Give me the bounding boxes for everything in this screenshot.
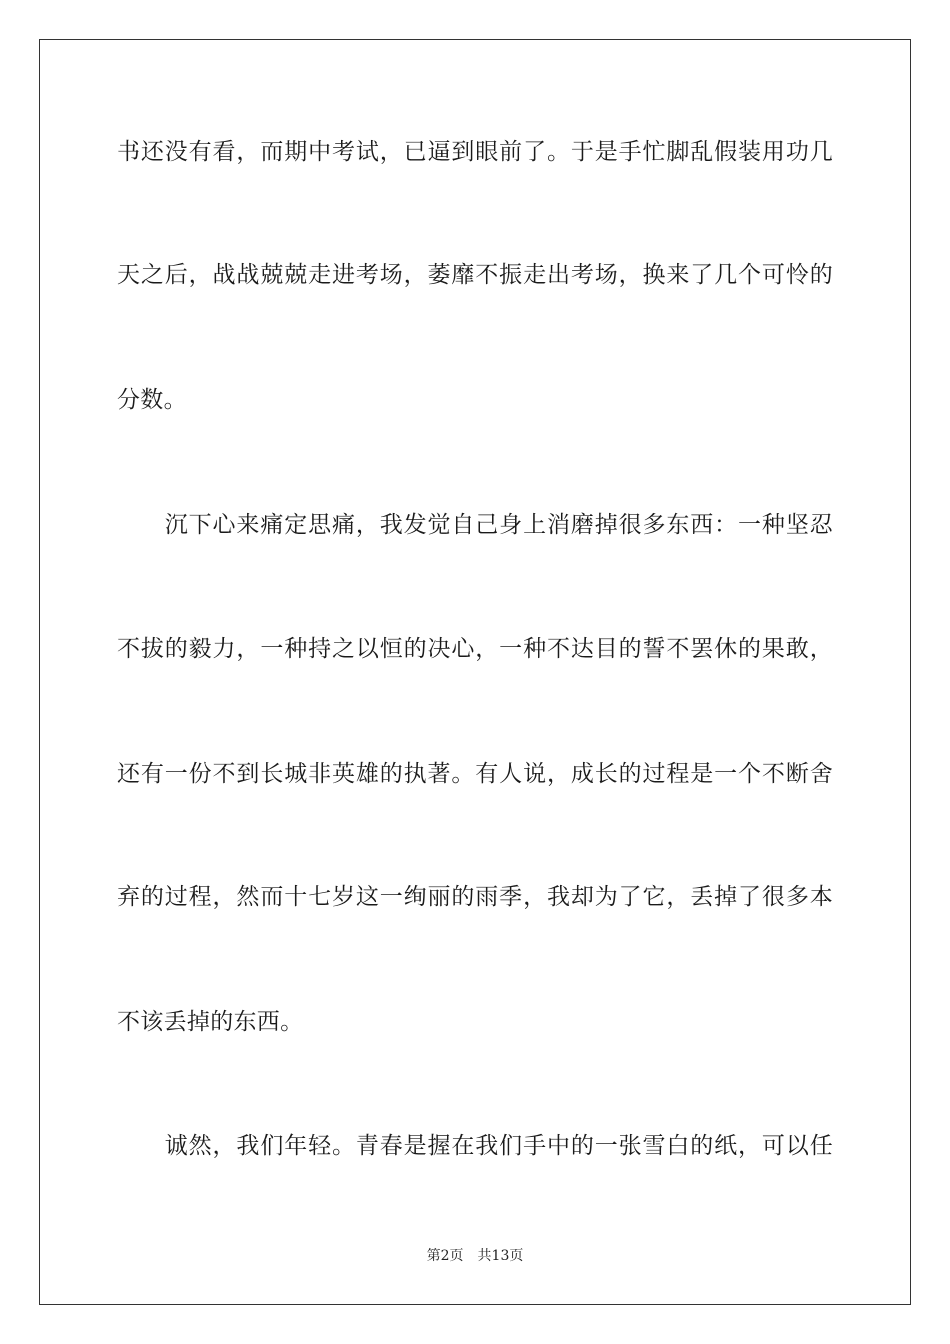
body-text-line-4: 沉下心来痛定思痛，我发觉自己身上消磨掉很多东西：一种坚忍 <box>117 512 833 538</box>
body-text-line-6: 还有一份不到长城非英雄的执著。有人说，成长的过程是一个不断舍 <box>117 761 833 787</box>
body-text-line-2: 天之后，战战兢兢走进考场，萎靡不振走出考场，换来了几个可怜的 <box>117 262 833 288</box>
body-text-line-3: 分数。 <box>117 387 187 413</box>
page-total: 共13页 <box>477 1248 524 1264</box>
page-footer <box>0 1246 950 1266</box>
body-text-line-9: 诚然，我们年轻。青春是握在我们手中的一张雪白的纸，可以任 <box>117 1133 833 1159</box>
body-text-line-8: 不该丢掉的东西。 <box>117 1009 304 1035</box>
body-text-line-7: 弃的过程，然而十七岁这一绚丽的雨季，我却为了它，丢掉了很多本 <box>117 884 833 910</box>
page-number: 第2页 <box>426 1248 464 1264</box>
body-text-line-5: 不拔的毅力，一种持之以恒的决心，一种不达目的誓不罢休的果敢， <box>117 636 833 662</box>
page-frame <box>39 39 911 1305</box>
body-text-line-1: 书还没有看，而期中考试，已逼到眼前了。于是手忙脚乱假装用功几 <box>117 139 833 165</box>
